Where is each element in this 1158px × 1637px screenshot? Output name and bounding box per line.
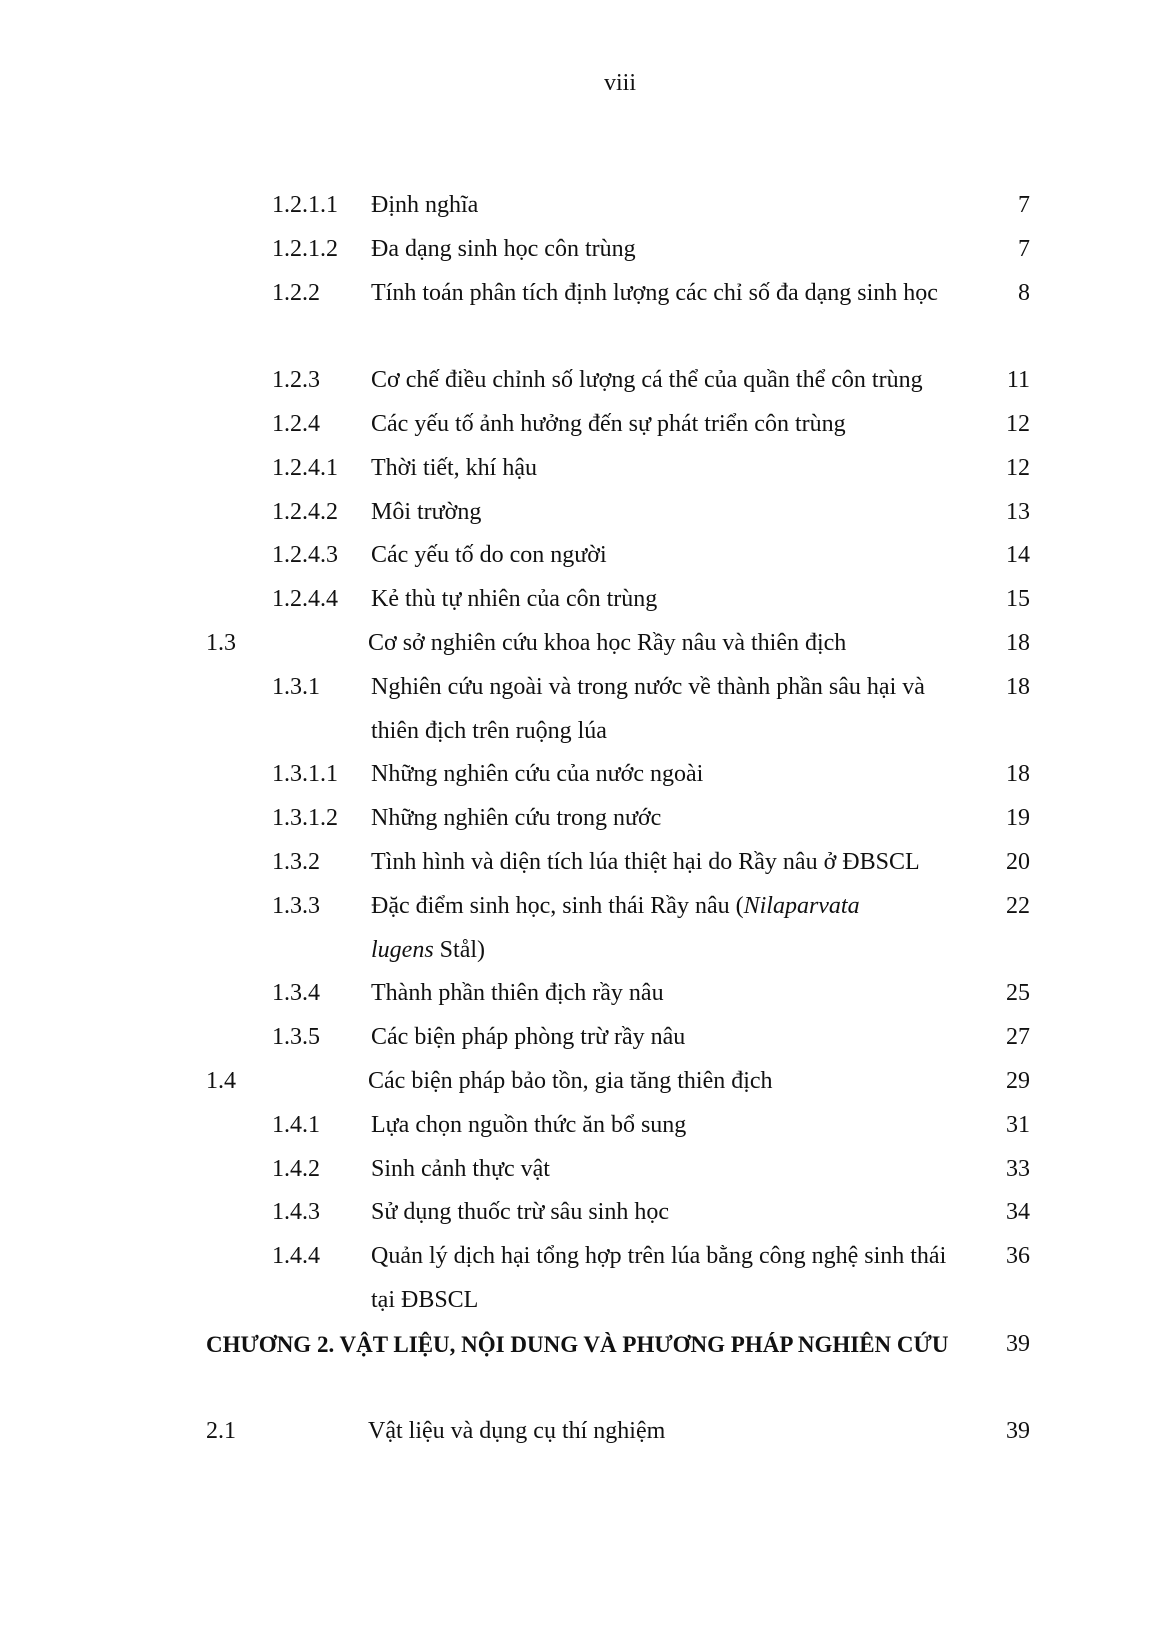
toc-title: Những nghiên cứu trong nước	[371, 805, 662, 832]
toc-page: 22	[1006, 892, 1030, 919]
toc-page: 18	[1006, 673, 1030, 700]
toc-number: 1.2.4.2	[272, 498, 338, 525]
toc-entry-chapter-2[interactable]	[0, 1323, 1158, 1411]
toc-page: 13	[1006, 498, 1030, 525]
toc-number: 1.4.2	[272, 1155, 320, 1182]
toc-title: Đa dạng sinh học côn trùng	[371, 235, 636, 262]
toc-number: 1.2.1.2	[272, 235, 338, 262]
toc-page: 19	[1006, 805, 1030, 832]
toc-title: Các biện pháp phòng trừ rầy nâu	[371, 1024, 686, 1051]
toc-entry-1-2-1-2[interactable]	[0, 228, 1158, 272]
toc-entry-1-2-3[interactable]	[0, 359, 1158, 403]
toc-number: 1.4	[206, 1067, 236, 1094]
toc-entry-1-3-3[interactable]	[0, 885, 1158, 973]
toc-title: Cơ chế điều chỉnh số lượng cá thể của quần thể côn trùng	[371, 367, 923, 394]
toc-title: Nghiên cứu ngoài và trong nước về thành phần sâu hại và thiên địch trên ruộng lúa	[371, 673, 925, 744]
toc-page: 25	[1006, 980, 1030, 1007]
toc-entry-1-2-1-1[interactable]	[0, 184, 1158, 228]
toc-entry-1-3-4[interactable]	[0, 972, 1158, 1016]
toc-entry-2-1[interactable]	[0, 1410, 1158, 1454]
toc-entry-1-4-4[interactable]	[0, 1235, 1158, 1323]
toc-entry-1-4-2[interactable]	[0, 1148, 1158, 1192]
toc-entry-1-2-4-3[interactable]	[0, 534, 1158, 578]
toc-entry-1-2-2[interactable]	[0, 272, 1158, 360]
toc-number: 1.3	[206, 629, 236, 656]
toc-page: 39	[1006, 1418, 1030, 1445]
toc-number: 1.3.2	[272, 848, 320, 875]
toc-number: 1.4.1	[272, 1111, 320, 1138]
toc-title: Quản lý dịch hại tổng hợp trên lúa bằng công nghệ sinh thái tại ĐBSCL	[371, 1243, 947, 1313]
toc-title: Vật liệu và dụng cụ thí nghiệm	[368, 1418, 666, 1445]
toc-number: 1.2.2	[272, 279, 320, 306]
toc-number: 1.2.4.4	[272, 586, 338, 613]
toc-number: 1.2.1.1	[272, 192, 338, 218]
toc-entry-1-4[interactable]	[0, 1060, 1158, 1104]
toc-title: Môi trường	[371, 498, 482, 525]
toc-page: 39	[1006, 1330, 1030, 1357]
toc-number: 1.3.1	[272, 673, 320, 700]
toc-page: 29	[1006, 1067, 1030, 1094]
toc-title: Tình hình và diện tích lúa thiệt hại do Rầy nâu ở ĐBSCL	[371, 848, 920, 875]
toc-page: 11	[1006, 367, 1030, 394]
toc-page: 8	[1018, 279, 1030, 306]
toc-title: Thành phần thiên địch rầy nâu	[371, 980, 664, 1007]
toc-entry-1-3[interactable]	[0, 622, 1158, 666]
toc-entry-1-2-4[interactable]	[0, 403, 1158, 447]
toc-entry-1-4-1[interactable]	[0, 1104, 1158, 1148]
toc-entry-1-2-4-4[interactable]	[0, 578, 1158, 622]
toc-title: Các biện pháp bảo tồn, gia tăng thiên địch	[368, 1067, 773, 1094]
toc-title: Thời tiết, khí hậu	[371, 454, 537, 481]
page-number: viii	[603, 70, 636, 96]
toc-entry-1-3-1-2[interactable]	[0, 797, 1158, 841]
toc-page: 18	[1006, 761, 1030, 788]
toc-chapter-title: CHƯƠNG 2. VẬT LIỆU, NỘI DUNG VÀ PHƯƠNG PHÁP NGHIÊN CỨU	[206, 1331, 949, 1357]
toc-entry-1-4-3[interactable]	[0, 1191, 1158, 1235]
toc-number: 1.4.4	[272, 1243, 320, 1270]
toc-number: 2.1	[206, 1418, 236, 1445]
toc-title-text: Đặc điểm sinh học, sinh thái Rầy nâu (	[371, 892, 744, 919]
toc-entry-1-3-2[interactable]	[0, 841, 1158, 885]
toc-number: 1.2.3	[272, 367, 320, 394]
toc-page: 27	[1006, 1024, 1030, 1051]
toc-title: Định nghĩa	[371, 192, 479, 218]
toc-title: Sử dụng thuốc trừ sâu sinh học	[371, 1199, 669, 1226]
toc-number: 1.3.1.1	[272, 761, 338, 788]
toc-entry-1-2-4-1[interactable]	[0, 447, 1158, 491]
toc-title: Các yếu tố ảnh hưởng đến sự phát triển côn trùng	[371, 410, 846, 437]
toc-number: 1.3.1.2	[272, 805, 338, 832]
toc-title: Sinh cảnh thực vật	[371, 1155, 550, 1182]
toc-number: 1.2.4.1	[272, 454, 338, 481]
toc-number: 1.3.4	[272, 980, 320, 1007]
toc-title: Các yếu tố do con người	[371, 542, 607, 569]
toc-entry-1-2-4-2[interactable]	[0, 491, 1158, 535]
toc-title: Lựa chọn nguồn thức ăn bổ sung	[371, 1111, 687, 1138]
species-epithet: lugens	[371, 936, 434, 963]
toc-number: 1.3.5	[272, 1024, 320, 1051]
toc-entry-1-3-5[interactable]	[0, 1016, 1158, 1060]
toc-page: 34	[1006, 1199, 1030, 1226]
toc-page: 7	[1018, 235, 1030, 262]
toc-page: 14	[1006, 542, 1030, 569]
toc-page: 7	[1018, 192, 1030, 218]
toc-title	[371, 885, 959, 973]
toc-page: 15	[1006, 586, 1030, 613]
toc-page: 18	[1006, 629, 1030, 656]
toc-page: 33	[1006, 1155, 1030, 1182]
toc-entry-1-3-1[interactable]	[0, 666, 1158, 754]
toc-number: 1.2.4	[272, 410, 320, 437]
toc-page: 36	[1006, 1243, 1030, 1270]
toc-number: 1.4.3	[272, 1199, 320, 1226]
toc-title: Những nghiên cứu của nước ngoài	[371, 761, 704, 788]
toc-number: 1.3.3	[272, 892, 320, 919]
species-genus: Nilaparvata	[743, 892, 860, 919]
toc-page: 31	[1006, 1111, 1030, 1138]
toc-entry-1-3-1-1[interactable]	[0, 753, 1158, 797]
species-author: Stål)	[433, 936, 485, 963]
toc-page: 12	[1006, 454, 1030, 481]
toc-number: 1.2.4.3	[272, 542, 338, 569]
table-of-contents	[0, 184, 1158, 1454]
toc-page: 20	[1006, 848, 1030, 875]
toc-title: Cơ sở nghiên cứu khoa học Rầy nâu và thiên địch	[368, 629, 847, 656]
toc-page: 12	[1006, 410, 1030, 437]
toc-title: Kẻ thù tự nhiên của côn trùng	[371, 586, 658, 613]
toc-title: Tính toán phân tích định lượng các chỉ số đa dạng sinh học	[371, 279, 938, 306]
